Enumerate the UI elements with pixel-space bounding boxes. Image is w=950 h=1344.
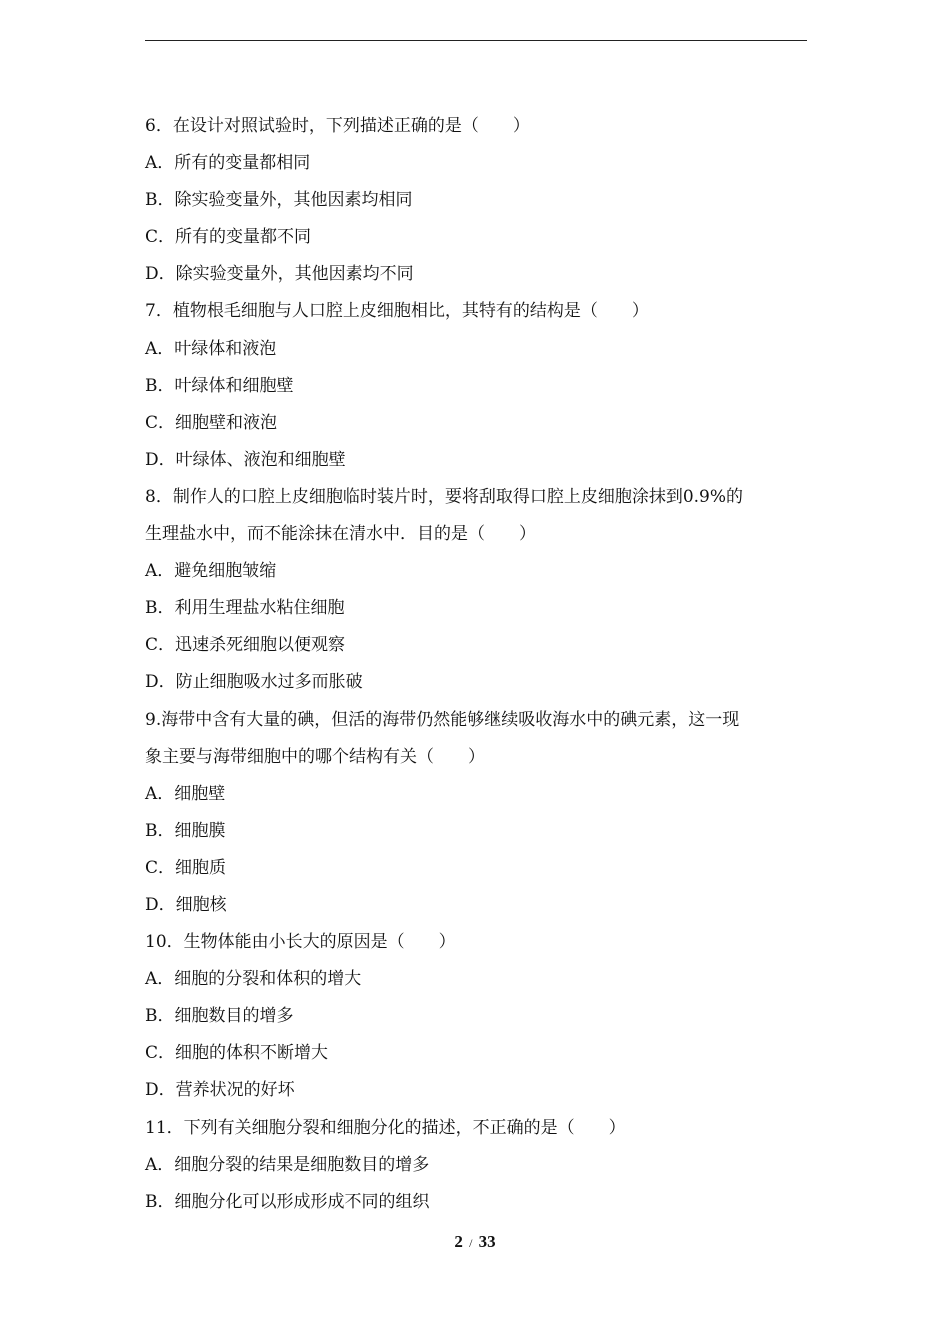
option-11a: A．细胞分裂的结果是细胞数目的增多 <box>145 1154 430 1175</box>
option-7b: B．叶绿体和细胞壁 <box>145 375 294 396</box>
option-9a: A．细胞壁 <box>145 783 226 804</box>
option-10c: C．细胞的体积不断增大 <box>145 1043 329 1064</box>
option-7c: C．细胞壁和液泡 <box>145 412 278 433</box>
question-8: 8．制作人的口腔上皮细胞临时装片时，要将刮取得口腔上皮细胞涂抹到0.9%的 <box>145 486 744 507</box>
option-7d: D．叶绿体、液泡和细胞壁 <box>145 449 346 470</box>
page-separator: / <box>469 1236 473 1250</box>
option-6c: C．所有的变量都不同 <box>145 227 312 248</box>
header-rule <box>145 40 807 41</box>
option-10a: A．细胞的分裂和体积的增大 <box>145 969 362 990</box>
option-8a: A．避免细胞皱缩 <box>145 561 277 582</box>
page-number <box>0 1232 950 1252</box>
option-10b: B．细胞数目的增多 <box>145 1006 294 1027</box>
question-7: 7．植物根毛细胞与人口腔上皮细胞相比，其特有的结构是（ ） <box>145 301 649 322</box>
question-9-continued: 象主要与海带细胞中的哪个结构有关（ ） <box>145 746 485 767</box>
option-8d: D．防止细胞吸水过多而胀破 <box>145 672 363 693</box>
option-6d: D．除实验变量外，其他因素均不同 <box>145 264 414 285</box>
option-8c: C．迅速杀死细胞以便观察 <box>145 635 346 656</box>
question-8-continued: 生理盐水中，而不能涂抹在清水中．目的是（ ） <box>145 524 536 545</box>
current-page: 2 <box>454 1232 463 1251</box>
option-8b: B．利用生理盐水粘住细胞 <box>145 598 345 619</box>
document-body <box>145 108 807 1221</box>
option-9b: B．细胞膜 <box>145 820 226 841</box>
option-6b: B．除实验变量外，其他因素均相同 <box>145 190 413 211</box>
question-11: 11．下列有关细胞分裂和细胞分化的描述，不正确的是（ ） <box>145 1117 626 1138</box>
option-9d: D．细胞核 <box>145 894 227 915</box>
option-9c: C．细胞质 <box>145 857 227 878</box>
total-pages: 33 <box>478 1232 496 1251</box>
option-10d: D．营养状况的好坏 <box>145 1080 295 1101</box>
question-6: 6．在设计对照试验时，下列描述正确的是（ ） <box>145 116 530 136</box>
option-6a: A．所有的变量都相同 <box>145 153 311 174</box>
question-9: 9.海带中含有大量的碘，但活的海带仍然能够继续吸收海水中的碘元素，这一现 <box>145 709 740 730</box>
option-11b: B．细胞分化可以形成形成不同的组织 <box>145 1191 430 1212</box>
question-10: 10．生物体能由小长大的原因是（ ） <box>145 932 456 953</box>
option-7a: A．叶绿体和液泡 <box>145 338 277 359</box>
